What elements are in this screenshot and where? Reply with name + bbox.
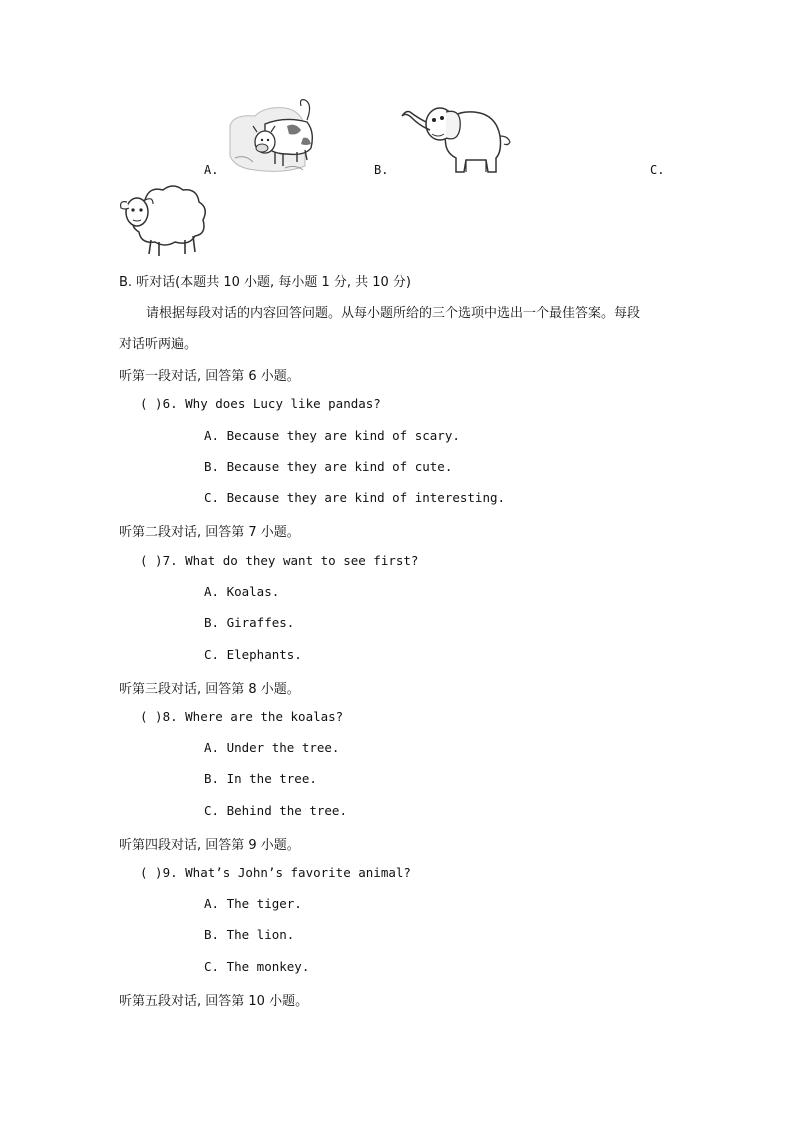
dialogue-intro: 听第一段对话, 回答第 6 小题。 <box>119 369 300 384</box>
option-item: B. Giraffes. <box>204 615 295 630</box>
option-b-label: B. <box>374 163 389 177</box>
question-7: ( )7. What do they want to see first? <box>140 553 419 568</box>
cow-icon <box>225 96 325 176</box>
section-b-heading: B. 听对话(本题共 10 小题, 每小题 1 分, 共 10 分) <box>119 275 412 290</box>
option-item: C. Elephants. <box>204 647 302 662</box>
elephant-icon <box>400 96 515 176</box>
option-item: A. Koalas. <box>204 584 280 599</box>
option-item: A. Because they are kind of scary. <box>204 428 460 443</box>
dialogue-intro: 听第五段对话, 回答第 10 小题。 <box>119 994 309 1009</box>
dialogue-intro: 听第四段对话, 回答第 9 小题。 <box>119 838 300 853</box>
option-item: C. Behind the tree. <box>204 803 347 818</box>
question-8: ( )8. Where are the koalas? <box>140 709 344 724</box>
option-item: B. Because they are kind of cute. <box>204 459 453 474</box>
option-item: C. Because they are kind of interesting. <box>204 490 506 505</box>
option-item: A. Under the tree. <box>204 740 340 755</box>
option-item: B. In the tree. <box>204 771 317 786</box>
question-6: ( )6. Why does Lucy like pandas? <box>140 396 381 411</box>
dialogue-intro: 听第三段对话, 回答第 8 小题。 <box>119 682 300 697</box>
instruction-line-1: 请根据每段对话的内容回答问题。从每小题所给的三个选项中选出一个最佳答案。每段 <box>146 306 641 321</box>
option-a-label: A. <box>204 163 219 177</box>
question-9: ( )9. What’s John’s favorite animal? <box>140 865 411 880</box>
option-item: B. The lion. <box>204 927 295 942</box>
sheep-icon <box>115 180 210 258</box>
dialogue-intro: 听第二段对话, 回答第 7 小题。 <box>119 525 300 540</box>
instruction-line-2: 对话听两遍。 <box>119 337 198 352</box>
option-c-label: C. <box>650 163 665 177</box>
option-item: A. The tiger. <box>204 896 302 911</box>
option-item: C. The monkey. <box>204 959 310 974</box>
